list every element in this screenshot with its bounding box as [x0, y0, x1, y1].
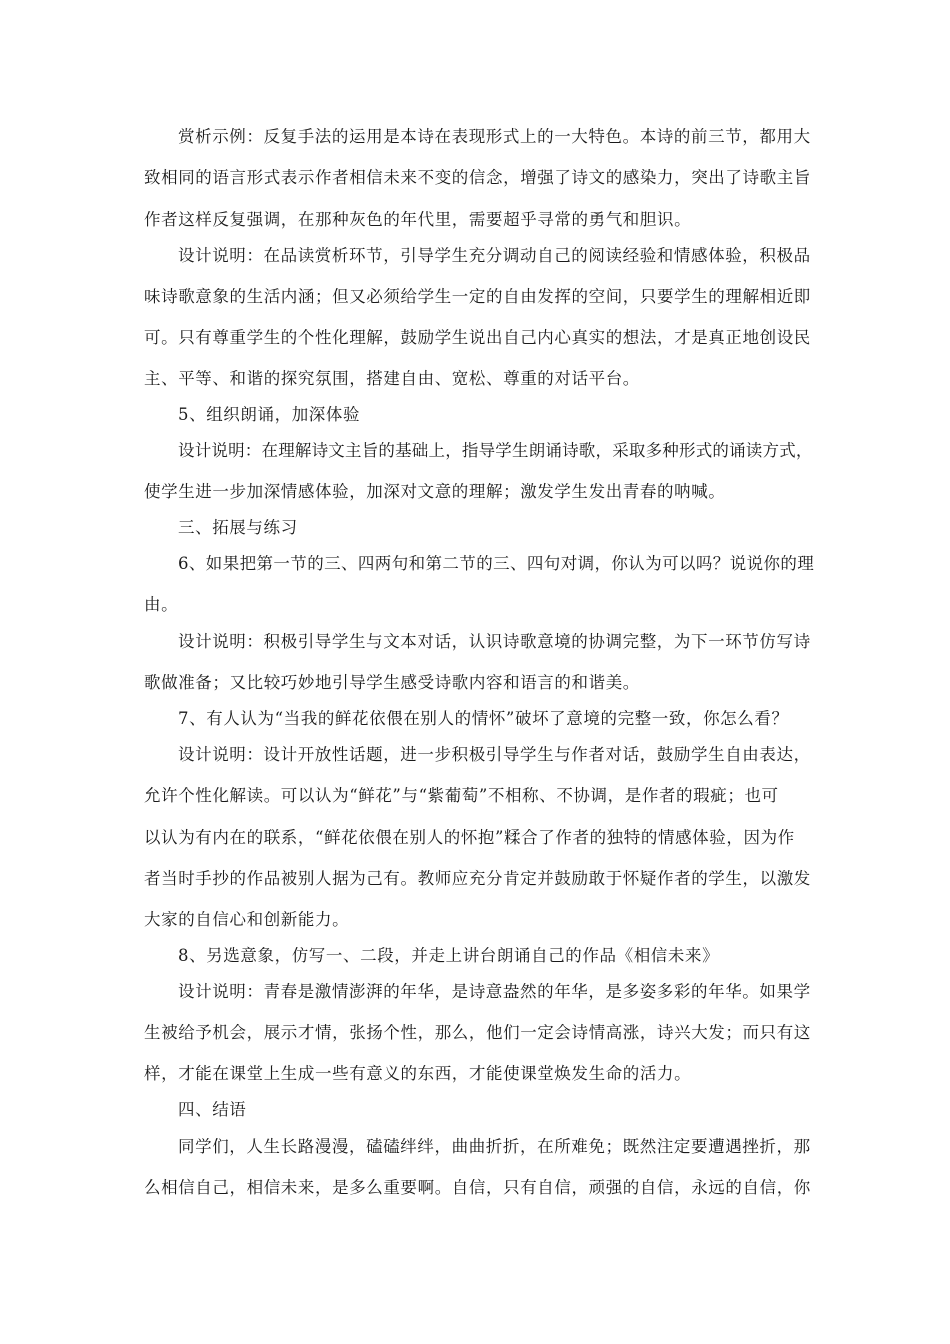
section-heading: 三、拓展与练习 [178, 518, 298, 537]
paragraph-line: 设计说明：在理解诗文主旨的基础上，指导学生朗诵诗歌，采取多种形式的诵读方式， [178, 441, 813, 460]
paragraph-line: 6、如果把第一节的三、四两句和第二节的三、四句对调，你认为可以吗？说说你的理 [178, 554, 815, 573]
paragraph-line: 以认为有内在的联系，“鲜花依偎在别人的怀抱”糅合了作者的独特的情感体验，因为作 [144, 828, 795, 847]
paragraph-line: 由。 [144, 595, 179, 614]
paragraph-line: 者当时手抄的作品被别人据为己有。教师应充分肯定并鼓励敢于怀疑作者的学生，以激发 [144, 869, 811, 888]
section-heading: 5、组织朗诵，加深体验 [178, 405, 361, 424]
section-heading: 8、另选意象，仿写一、二段，并走上讲台朗诵自己的作品《相信未来》 [178, 946, 720, 965]
paragraph-line: 设计说明：设计开放性话题，进一步积极引导学生与作者对话，鼓励学生自由表达， [178, 745, 811, 764]
paragraph-line: 设计说明：青春是激情澎湃的年华，是诗意盎然的年华，是多姿多彩的年华。如果学 [178, 982, 811, 1001]
section-heading: 7、有人认为“当我的鲜花依偎在别人的情怀”破坏了意境的完整一致，你怎么看？ [178, 709, 789, 728]
section-heading: 四、结语 [178, 1100, 247, 1119]
paragraph-line: 致相同的语言形式表示作者相信未来不变的信念，增强了诗文的感染力，突出了诗歌主旨 [144, 168, 811, 187]
paragraph-line: 味诗歌意象的生活内涵；但又必须给学生一定的自由发挥的空间，只要学生的理解相近即 [144, 287, 811, 306]
paragraph-line: 使学生进一步加深情感体验，加深对文意的理解；激发学生发出青春的呐喊。 [144, 482, 726, 501]
paragraph-line: 么相信自己，相信未来，是多么重要啊。自信，只有自信，顽强的自信，永远的自信，你 [144, 1178, 811, 1197]
paragraph-line: 歌做准备；又比较巧妙地引导学生感受诗歌内容和语言的和谐美。 [144, 673, 640, 692]
paragraph-line: 生被给予机会，展示才情，张扬个性，那么，他们一定会诗情高涨，诗兴大发；而只有这 [144, 1023, 811, 1042]
paragraph-line: 赏析示例：反复手法的运用是本诗在表现形式上的一大特色。本诗的前三节，都用大 [178, 127, 811, 146]
paragraph-line: 允许个性化解读。可以认为“鲜花”与“紫葡萄”不相称、不协调，是作者的瑕疵；也可 [144, 786, 779, 805]
paragraph-line: 主、平等、和谐的探究氛围，搭建自由、宽松、尊重的对话平台。 [144, 369, 640, 388]
paragraph-line: 样，才能在课堂上生成一些有意义的东西，才能使课堂焕发生命的活力。 [144, 1064, 692, 1083]
paragraph-line: 设计说明：在品读赏析环节，引导学生充分调动自己的阅读经验和情感体验，积极品 [178, 246, 811, 265]
paragraph-line: 同学们，人生长路漫漫，磕磕绊绊，曲曲折折，在所难免；既然注定要遭遇挫折，那 [178, 1137, 811, 1156]
paragraph-line: 可。只有尊重学生的个性化理解，鼓励学生说出自己内心真实的想法，才是真正地创设民 [144, 328, 811, 347]
paragraph-line: 大家的自信心和创新能力。 [144, 910, 350, 929]
paragraph-line: 设计说明：积极引导学生与文本对话，认识诗歌意境的协调完整，为下一环节仿写诗 [178, 632, 811, 651]
paragraph-line: 作者这样反复强调，在那种灰色的年代里，需要超乎寻常的勇气和胆识。 [144, 210, 692, 229]
